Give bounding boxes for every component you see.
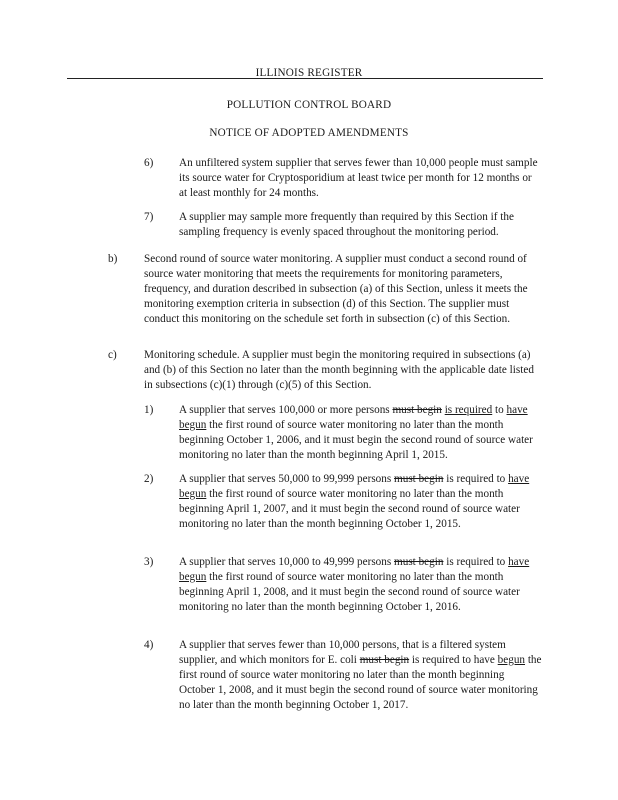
inserted-text: have begun — [179, 556, 530, 583]
struck-text: must begin — [392, 404, 442, 416]
item-c2-label: 2) — [144, 473, 154, 485]
item-c-label: c) — [108, 349, 117, 361]
item-c1-label: 1) — [144, 404, 154, 416]
struck-text: must begin — [394, 473, 444, 485]
item-c4-text: A supplier that serves fewer than 10,000 persons, that is a filtered system supplier, and which monitors for E. coli must begin is required to have begun the first round of source water monitoring no later than the month beginning October 1, 2008, and it must begin the second round of source water monitoring no later than the month beginning October 1, 2017. — [179, 639, 542, 711]
item-6-text: An unfiltered system supplier that serves fewer than 10,000 people must sample its source water for Cryptosporidium at least twice per month for 12 months or at least monthly for 24 months. — [179, 157, 538, 199]
item-c3-text: A supplier that serves 10,000 to 49,999 persons must begin is required to have begun the first round of source water monitoring no later than the month beginning April 1, 2008, and it must begin the second round of source water monitoring no later than the month beginning October 1, 2016. — [179, 556, 530, 613]
item-6-label: 6) — [144, 157, 154, 169]
item-c2-text: A supplier that serves 50,000 to 99,999 persons must begin is required to have begun the first round of source water monitoring no later than the month beginning April 1, 2007, and it must begin the second round of source water monitoring no later than the month beginning October 1, 2015. — [179, 473, 530, 530]
item-b-text: Second round of source water monitoring. A supplier must conduct a second round of source water monitoring that meets the requirements for monitoring parameters, frequency, and duration described in subsection (a) of this Section, unless it meets the monitoring exemption criteria in subsection (d) of this Section. The supplier must conduct this monitoring on the schedule set forth in subsection (c) of this Section. — [144, 253, 528, 325]
item-c1-text: A supplier that serves 100,000 or more persons must begin is required to have begun the first round of source water monitoring no later than the month beginning October 1, 2006, and it must begin the second round of source water monitoring no later than the month beginning April 1, 2015. — [179, 404, 533, 461]
inserted-text: have begun — [179, 473, 530, 500]
register-title: ILLINOIS REGISTER — [255, 67, 363, 79]
struck-text: must begin — [359, 654, 410, 666]
inserted-text: have begun — [179, 404, 528, 431]
inserted-text: is required — [444, 404, 493, 416]
item-c3-label: 3) — [144, 556, 154, 568]
item-b-label: b) — [108, 253, 118, 265]
notice-title: NOTICE OF ADOPTED AMENDMENTS — [209, 127, 409, 139]
header-rule — [67, 78, 543, 79]
item-7-label: 7) — [144, 211, 154, 223]
board-title: POLLUTION CONTROL BOARD — [226, 99, 392, 111]
item-c-text: Monitoring schedule. A supplier must begin the monitoring required in subsections (a) and (b) of this Section no later than the month beginning with the applicable date listed in subsections (c)(1) through (c)(5) of this Section. — [144, 349, 534, 391]
item-7-text: A supplier may sample more frequently than required by this Section if the sampling frequency is evenly spaced throughout the monitoring period. — [179, 211, 514, 238]
struck-text: must begin — [394, 556, 444, 568]
inserted-text: begun — [497, 654, 526, 666]
item-c4-label: 4) — [144, 639, 154, 651]
